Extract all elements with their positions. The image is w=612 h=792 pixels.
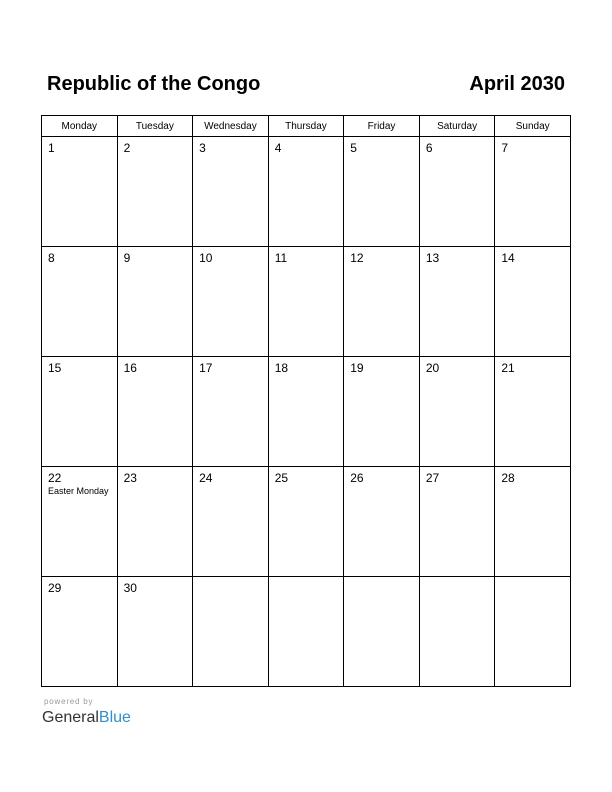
week-row: [42, 357, 571, 467]
day-number: 8: [48, 251, 55, 265]
day-cell: [495, 247, 571, 357]
day-number: 12: [350, 251, 364, 265]
day-number: 24: [199, 471, 213, 485]
day-number: 25: [274, 471, 289, 485]
day-number: [269, 577, 344, 581]
day-cell: [495, 357, 571, 467]
day-cell: [117, 247, 193, 357]
day-cell: [419, 577, 495, 687]
day-cell: [268, 137, 344, 247]
day-number: 1: [48, 141, 55, 155]
weekday-header: Saturday: [419, 116, 495, 137]
powered-by-text: powered by: [44, 697, 94, 706]
country-title: Republic of the Congo: [47, 73, 261, 95]
day-number: 6: [425, 141, 433, 155]
day-cell: [419, 137, 495, 247]
day-number: 3: [199, 141, 206, 155]
day-cell: [117, 137, 193, 247]
day-number: 22: [48, 471, 62, 485]
day-cell: [42, 247, 118, 357]
day-cell: [42, 577, 118, 687]
day-cell: [344, 467, 420, 577]
weekday-header: Sunday: [495, 116, 571, 137]
day-cell: [268, 577, 344, 687]
week-row: [42, 467, 571, 577]
day-number: 9: [123, 251, 131, 265]
day-cell: [419, 247, 495, 357]
day-cell: [117, 467, 193, 577]
day-cell: [193, 467, 269, 577]
day-number: 10: [199, 251, 213, 265]
day-number: 11: [274, 251, 288, 265]
day-number: 19: [350, 361, 364, 375]
day-cell: [193, 357, 269, 467]
weekday-header-row: [42, 116, 571, 137]
day-cell: [117, 577, 193, 687]
day-number: 16: [123, 361, 137, 375]
day-cell: [419, 467, 495, 577]
day-number: 23: [123, 471, 137, 485]
day-cell: [268, 467, 344, 577]
day-cell: [344, 137, 420, 247]
weekday-header: Wednesday: [193, 116, 269, 137]
day-cell: [495, 467, 571, 577]
month-title: April 2030: [469, 73, 565, 95]
weekday-header: Thursday: [268, 116, 344, 137]
day-cell: [495, 577, 571, 687]
day-number: 30: [123, 581, 137, 595]
day-cell: [344, 577, 420, 687]
week-row: [42, 137, 571, 247]
calendar-grid: [41, 115, 571, 687]
day-cell: [193, 577, 269, 687]
day-number: 7: [501, 141, 509, 155]
week-row: [42, 247, 571, 357]
day-cell: [344, 247, 420, 357]
day-number: [193, 577, 268, 581]
generalblue-logo[interactable]: [42, 708, 131, 728]
day-number: [344, 577, 419, 581]
weekday-header: Tuesday: [117, 116, 193, 137]
weekday-header: Friday: [344, 116, 420, 137]
day-number: [495, 577, 570, 581]
day-number: 26: [350, 471, 364, 485]
holiday-label: Easter Monday: [48, 486, 109, 496]
day-cell: [42, 137, 118, 247]
day-number: 5: [350, 141, 357, 155]
day-cell: [268, 357, 344, 467]
day-number: 20: [425, 361, 440, 375]
day-number: [420, 577, 495, 581]
day-number: 29: [48, 581, 62, 595]
day-number: 13: [425, 251, 440, 265]
day-number: 14: [501, 251, 515, 265]
day-cell: [117, 357, 193, 467]
day-cell: [193, 137, 269, 247]
brand-blue: Blue: [98, 709, 131, 726]
day-number: 28: [501, 471, 515, 485]
weekday-header: Monday: [42, 116, 118, 137]
week-row: [42, 577, 571, 687]
brand-general: General: [42, 709, 99, 726]
day-cell: [193, 247, 269, 357]
day-cell: [42, 357, 118, 467]
day-number: 17: [199, 361, 213, 375]
day-cell: [419, 357, 495, 467]
day-number: 18: [274, 361, 289, 375]
day-number: 21: [501, 361, 515, 375]
day-number: 2: [123, 141, 131, 155]
day-number: 27: [425, 471, 440, 485]
day-cell: [495, 137, 571, 247]
day-number: 15: [48, 361, 62, 375]
day-cell: [268, 247, 344, 357]
day-cell: [344, 357, 420, 467]
day-cell: [42, 467, 118, 577]
day-number: 4: [274, 141, 282, 155]
